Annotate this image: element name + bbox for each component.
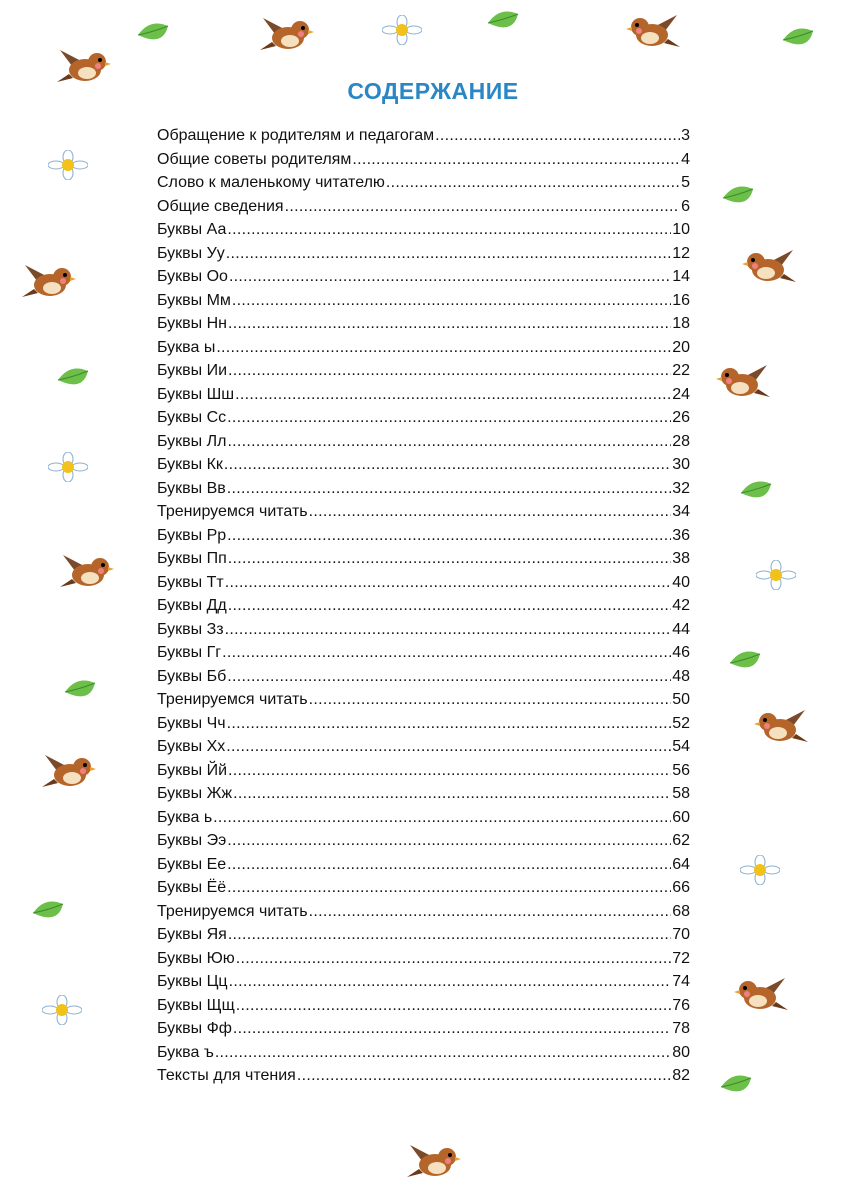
toc-entry bbox=[157, 433, 690, 457]
leader-dots bbox=[228, 550, 671, 568]
toc-entry bbox=[157, 738, 690, 762]
page-title: СОДЕРЖАНИЕ bbox=[347, 78, 519, 104]
bird-icon bbox=[258, 8, 318, 63]
entry-label: Слово к маленькому читателю bbox=[157, 174, 385, 191]
leader-dots bbox=[227, 409, 671, 427]
entry-page: 10 bbox=[672, 221, 690, 238]
flower-icon bbox=[740, 855, 780, 890]
leader-dots bbox=[309, 691, 672, 709]
entry-label: Тренируемся читать bbox=[157, 503, 308, 520]
toc-entry bbox=[157, 151, 690, 175]
toc-entry bbox=[157, 245, 690, 269]
entry-label: Буквы Гг bbox=[157, 644, 222, 661]
leader-dots bbox=[213, 809, 671, 827]
leader-dots bbox=[228, 762, 671, 780]
leader-dots bbox=[229, 268, 671, 286]
entry-page: 28 bbox=[672, 432, 690, 450]
entry-label: Буквы Чч bbox=[157, 714, 226, 732]
toc-entry bbox=[157, 292, 690, 316]
leaf-icon bbox=[62, 677, 98, 712]
entry-label: Буквы Шш bbox=[157, 385, 235, 403]
leaf-icon bbox=[727, 648, 763, 683]
entry-page: 22 bbox=[672, 362, 690, 379]
entry-label: Буквы Оо bbox=[157, 268, 228, 285]
leader-dots bbox=[352, 151, 680, 169]
entry-label: Тренируемся читать bbox=[157, 902, 308, 920]
leader-dots bbox=[297, 1067, 671, 1085]
flower-icon bbox=[48, 150, 88, 185]
entry-label: Буквы Сс bbox=[157, 409, 227, 426]
toc-entry bbox=[157, 456, 690, 480]
entry-page: 40 bbox=[672, 573, 690, 591]
leaf-icon bbox=[30, 898, 66, 933]
entry-page: 34 bbox=[672, 503, 690, 520]
entry-label: Буквы Аа bbox=[157, 221, 227, 238]
entry-label: Тренируемся читать bbox=[157, 691, 308, 708]
entry-page: 74 bbox=[672, 973, 690, 990]
toc-entry bbox=[157, 174, 690, 198]
leader-dots bbox=[235, 386, 671, 404]
toc-entry bbox=[157, 574, 690, 598]
entry-label: Буквы Щщ bbox=[157, 996, 235, 1014]
entry-page: 64 bbox=[672, 855, 690, 873]
leader-dots bbox=[285, 198, 681, 216]
leader-dots bbox=[227, 715, 672, 733]
leader-dots bbox=[386, 174, 680, 192]
toc-entry bbox=[157, 973, 690, 997]
entry-page: 78 bbox=[672, 1020, 690, 1037]
leaf-icon bbox=[135, 20, 171, 55]
leader-dots bbox=[227, 879, 671, 897]
entry-label: Буквы Ии bbox=[157, 362, 228, 379]
leaf-icon bbox=[485, 8, 521, 43]
flower-icon bbox=[48, 452, 88, 487]
leaf-icon bbox=[718, 1072, 754, 1107]
entry-page: 5 bbox=[681, 174, 690, 191]
toc-entry bbox=[157, 785, 690, 809]
entry-page: 72 bbox=[672, 949, 690, 967]
toc-entry bbox=[157, 621, 690, 645]
entry-page: 3 bbox=[681, 127, 690, 144]
leader-dots bbox=[227, 221, 671, 239]
leader-dots bbox=[226, 245, 671, 263]
leader-dots bbox=[229, 973, 672, 991]
leader-dots bbox=[236, 997, 671, 1015]
toc-entry bbox=[157, 1044, 690, 1068]
toc-entry bbox=[157, 879, 690, 903]
entry-page: 14 bbox=[672, 268, 690, 285]
toc-entry bbox=[157, 715, 690, 739]
toc-entry bbox=[157, 527, 690, 551]
entry-label: Буквы Дд bbox=[157, 597, 227, 614]
toc-entry bbox=[157, 926, 690, 950]
toc-entry bbox=[157, 503, 690, 527]
entry-page: 18 bbox=[672, 315, 690, 332]
entry-page: 12 bbox=[672, 244, 690, 262]
entry-label: Буквы Фф bbox=[157, 1020, 232, 1037]
entry-page: 62 bbox=[672, 832, 690, 849]
leader-dots bbox=[225, 574, 672, 592]
entry-label: Буква ы bbox=[157, 338, 216, 356]
bird-icon bbox=[730, 968, 790, 1023]
leader-dots bbox=[227, 433, 671, 451]
entry-label: Буквы Кк bbox=[157, 456, 223, 473]
entry-page: 38 bbox=[672, 550, 690, 567]
bird-icon bbox=[405, 1135, 465, 1190]
bird-icon bbox=[58, 545, 118, 600]
entry-page: 26 bbox=[672, 409, 690, 426]
leader-dots bbox=[435, 127, 680, 145]
bird-icon bbox=[20, 255, 80, 310]
leader-dots bbox=[215, 1044, 671, 1062]
entry-page: 50 bbox=[672, 691, 690, 708]
entry-page: 76 bbox=[672, 996, 690, 1014]
toc-entry bbox=[157, 668, 690, 692]
toc-entry bbox=[157, 644, 690, 668]
entry-page: 36 bbox=[672, 526, 690, 544]
entry-label: Буквы Зз bbox=[157, 620, 224, 638]
entry-page: 60 bbox=[672, 808, 690, 826]
toc-entry bbox=[157, 268, 690, 292]
leader-dots bbox=[227, 527, 671, 545]
toc-entry bbox=[157, 832, 690, 856]
entry-page: 30 bbox=[672, 456, 690, 473]
entry-label: Обращение к родителям и педагогам bbox=[157, 127, 435, 144]
entry-page: 58 bbox=[672, 785, 690, 802]
toc-entry bbox=[157, 997, 690, 1021]
toc-entry bbox=[157, 480, 690, 504]
bird-icon bbox=[738, 240, 798, 295]
bird-icon bbox=[622, 5, 682, 60]
entry-page: 42 bbox=[672, 597, 690, 614]
entry-page: 32 bbox=[672, 479, 690, 497]
entry-label: Буквы Тт bbox=[157, 573, 224, 591]
toc-entry bbox=[157, 1020, 690, 1044]
toc-entry bbox=[157, 950, 690, 974]
bird-icon bbox=[712, 355, 772, 410]
entry-label: Буква ъ bbox=[157, 1043, 214, 1061]
entry-page: 16 bbox=[672, 291, 690, 309]
entry-label: Буквы Ее bbox=[157, 855, 227, 873]
leaf-icon bbox=[55, 365, 91, 400]
toc-entry bbox=[157, 550, 690, 574]
entry-label: Буквы Рр bbox=[157, 526, 227, 544]
toc-entry bbox=[157, 386, 690, 410]
entry-label: Буквы Вв bbox=[157, 479, 226, 497]
toc-entry bbox=[157, 339, 690, 363]
entry-page: 46 bbox=[672, 644, 690, 661]
leader-dots bbox=[233, 785, 671, 803]
entry-page: 66 bbox=[672, 879, 690, 896]
flower-icon bbox=[756, 560, 796, 595]
toc-entry bbox=[157, 198, 690, 222]
flower-icon bbox=[42, 995, 82, 1030]
leader-dots bbox=[227, 832, 671, 850]
toc-entry bbox=[157, 409, 690, 433]
entry-page: 68 bbox=[672, 902, 690, 920]
entry-label: Общие сведения bbox=[157, 197, 284, 215]
leader-dots bbox=[216, 339, 671, 357]
toc-entry bbox=[157, 762, 690, 786]
entry-page: 48 bbox=[672, 667, 690, 685]
leader-dots bbox=[228, 926, 671, 944]
entry-label: Буквы Бб bbox=[157, 667, 227, 685]
entry-label: Буквы Йй bbox=[157, 761, 228, 779]
leader-dots bbox=[228, 597, 671, 615]
entry-label: Буквы Жж bbox=[157, 785, 233, 802]
entry-page: 56 bbox=[672, 761, 690, 779]
entry-label: Буквы Мм bbox=[157, 291, 231, 309]
leader-dots bbox=[309, 903, 672, 921]
entry-label: Буквы Нн bbox=[157, 315, 227, 332]
leader-dots bbox=[227, 668, 671, 686]
toc-entry bbox=[157, 127, 690, 151]
leader-dots bbox=[228, 315, 671, 333]
entry-page: 6 bbox=[681, 197, 690, 215]
toc-entry bbox=[157, 856, 690, 880]
leader-dots bbox=[233, 1020, 671, 1038]
leader-dots bbox=[309, 503, 672, 521]
entry-label: Буквы Уу bbox=[157, 244, 225, 262]
entry-label: Буква ь bbox=[157, 808, 213, 826]
leader-dots bbox=[222, 644, 671, 662]
entry-label: Буквы Ёё bbox=[157, 879, 227, 896]
entry-page: 52 bbox=[672, 714, 690, 732]
entry-label: Буквы Пп bbox=[157, 550, 227, 567]
toc-entry bbox=[157, 221, 690, 245]
toc-entry bbox=[157, 809, 690, 833]
leader-dots bbox=[232, 292, 671, 310]
bird-icon bbox=[40, 745, 100, 800]
leaf-icon bbox=[780, 25, 816, 60]
leaf-icon bbox=[738, 478, 774, 513]
flower-icon bbox=[382, 15, 422, 50]
entry-label: Общие советы родителям bbox=[157, 150, 352, 168]
entry-label: Тексты для чтения bbox=[157, 1067, 296, 1084]
leader-dots bbox=[227, 480, 671, 498]
entry-label: Буквы Юю bbox=[157, 949, 235, 967]
toc-entry bbox=[157, 315, 690, 339]
entry-page: 82 bbox=[672, 1067, 690, 1084]
entry-label: Буквы Хх bbox=[157, 738, 226, 755]
leader-dots bbox=[224, 456, 671, 474]
entry-page: 70 bbox=[672, 926, 690, 943]
toc-entry bbox=[157, 903, 690, 927]
leader-dots bbox=[226, 738, 671, 756]
entry-page: 20 bbox=[672, 338, 690, 356]
leader-dots bbox=[225, 621, 672, 639]
leader-dots bbox=[228, 362, 671, 380]
entry-label: Буквы Лл bbox=[157, 432, 227, 450]
entry-label: Буквы Яя bbox=[157, 926, 227, 943]
bird-icon bbox=[750, 700, 810, 755]
toc-entry bbox=[157, 1067, 690, 1091]
toc-entry bbox=[157, 691, 690, 715]
leader-dots bbox=[236, 950, 671, 968]
leaf-icon bbox=[720, 183, 756, 218]
table-of-contents bbox=[157, 127, 690, 1091]
leader-dots bbox=[227, 856, 671, 874]
entry-page: 44 bbox=[672, 620, 690, 638]
entry-page: 4 bbox=[681, 150, 690, 168]
entry-page: 80 bbox=[672, 1043, 690, 1061]
entry-label: Буквы Ээ bbox=[157, 832, 227, 849]
toc-entry bbox=[157, 362, 690, 386]
entry-label: Буквы Цц bbox=[157, 973, 228, 990]
bird-icon bbox=[55, 40, 115, 95]
toc-entry bbox=[157, 597, 690, 621]
entry-page: 24 bbox=[672, 385, 690, 403]
entry-page: 54 bbox=[672, 738, 690, 755]
